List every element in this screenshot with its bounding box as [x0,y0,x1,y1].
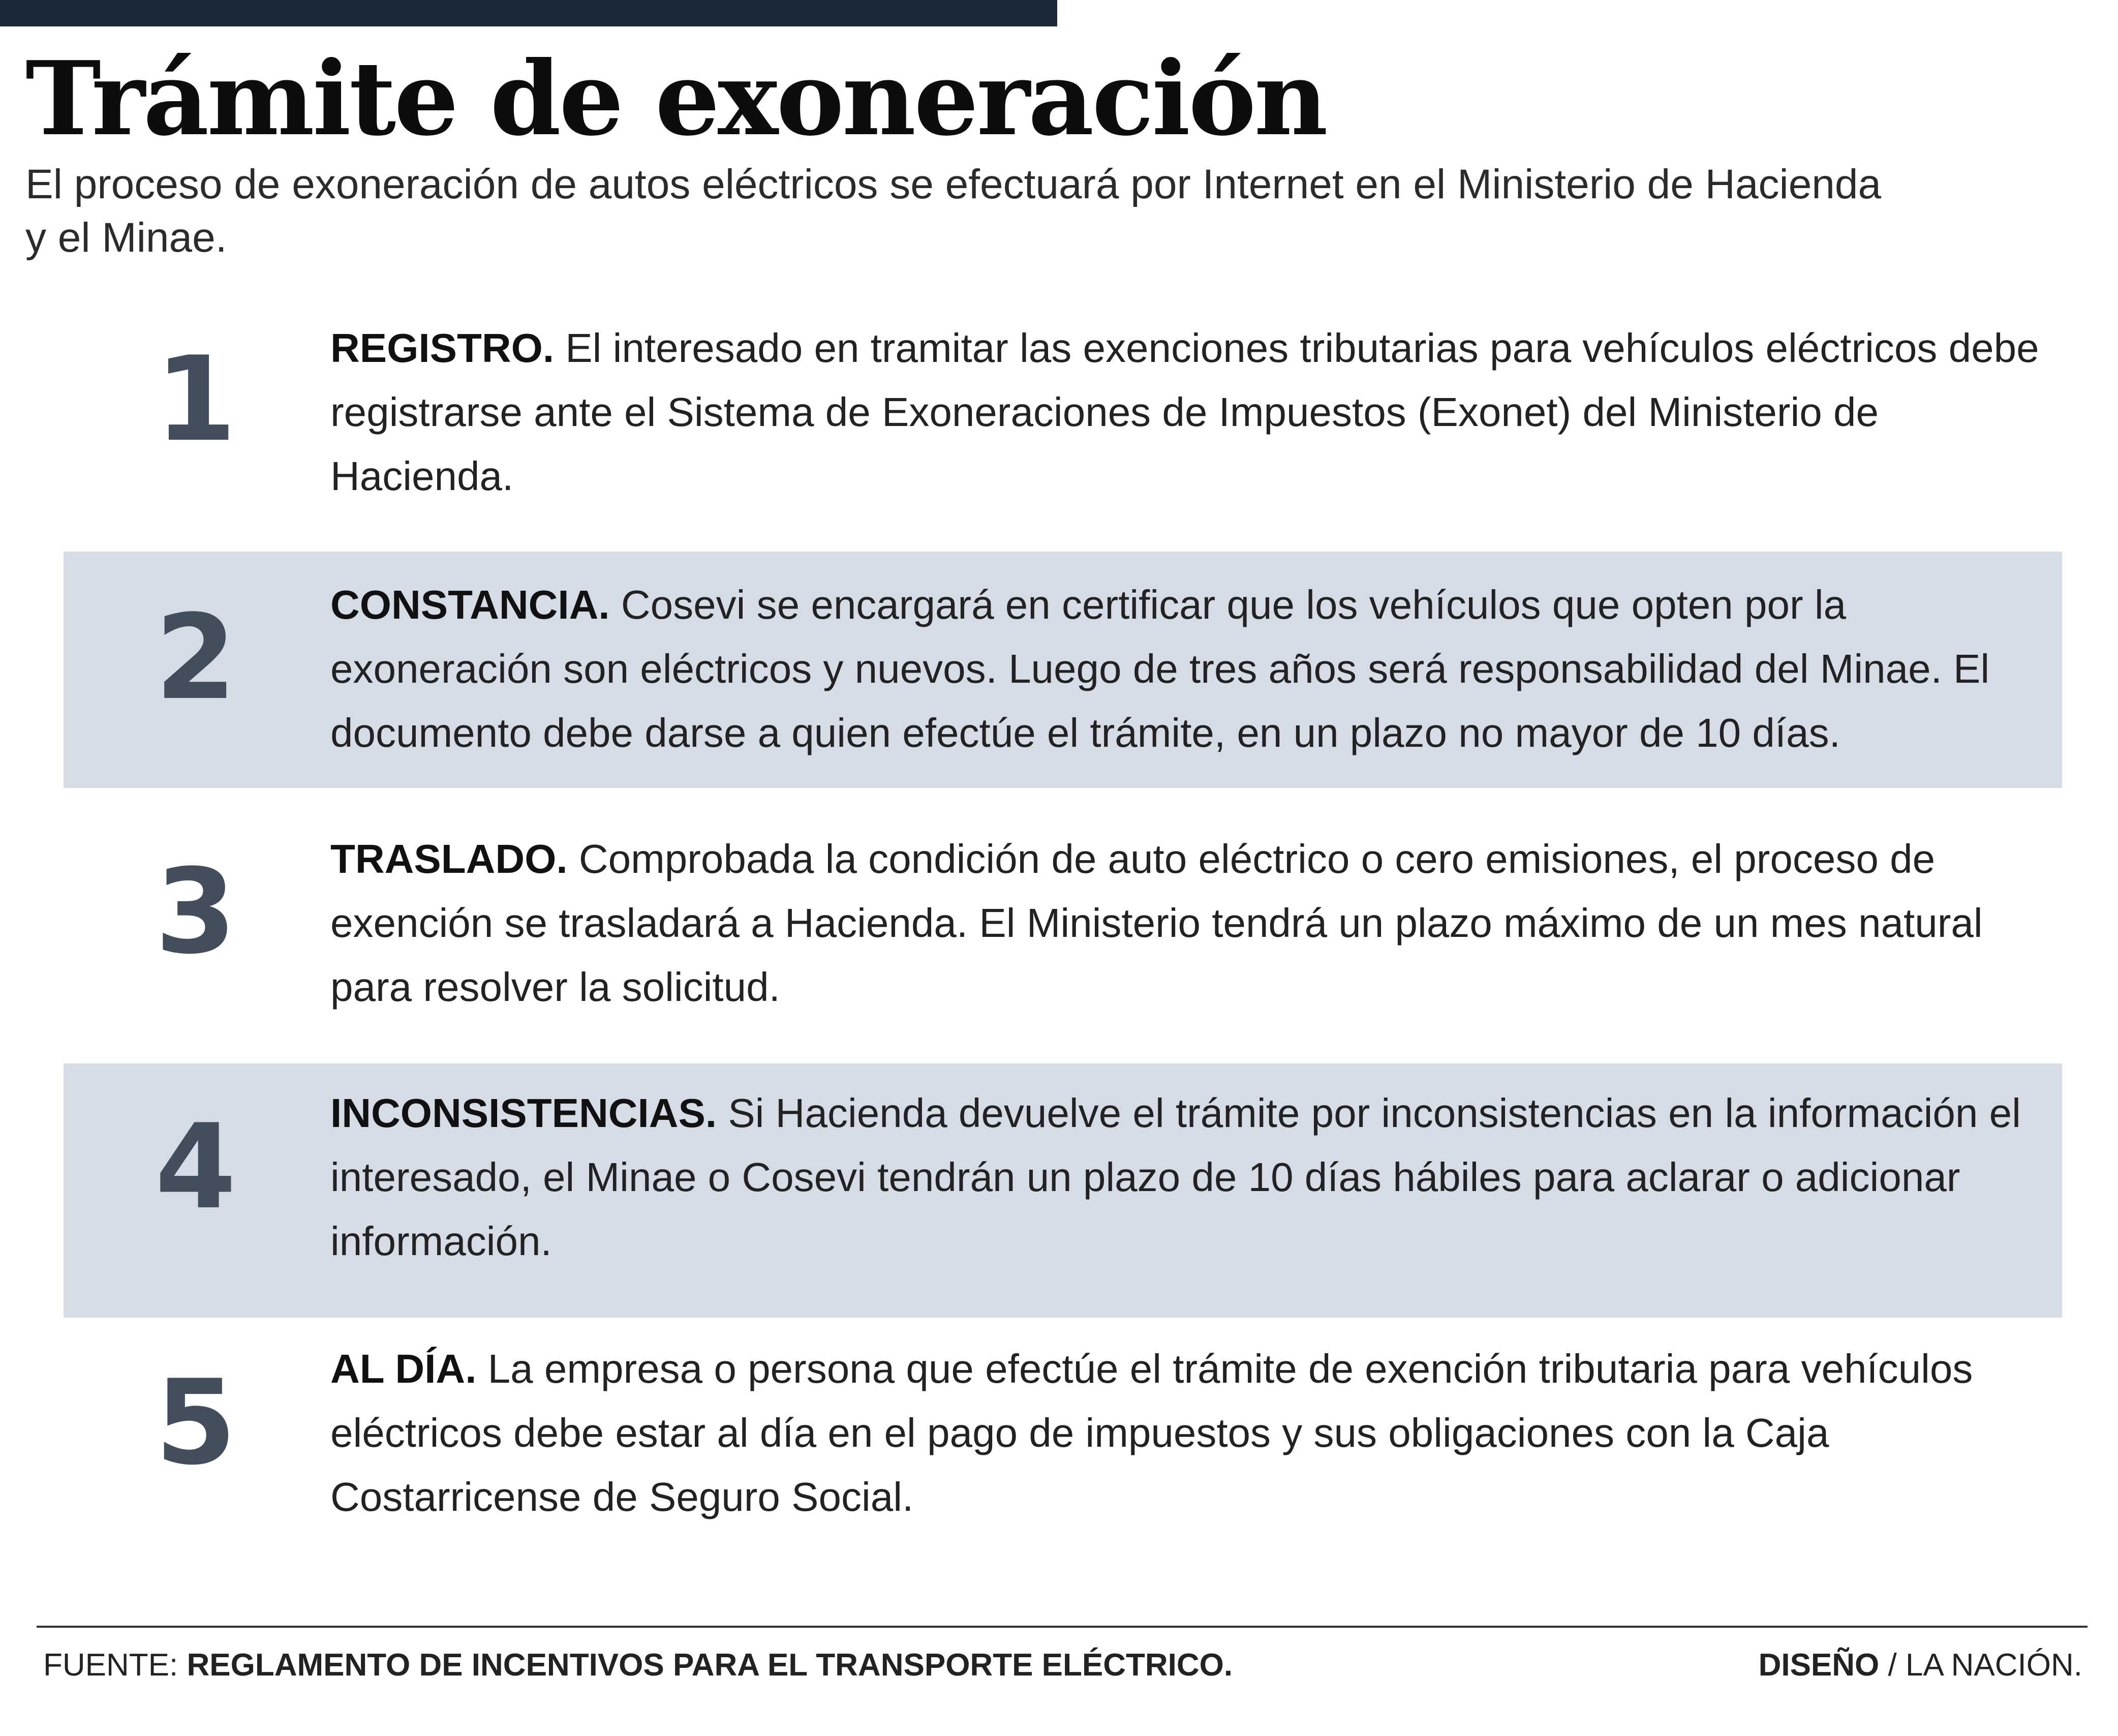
step-body: El interesado en tramitar las exenciones tributarias para vehículos eléctricos debe registrarse ante el Sistema de Exoneraciones de Impuestos (Exonet) del Ministerio de Hacienda. [330,325,2039,499]
step-number: 2 [155,590,237,726]
step-number: 1 [155,332,237,468]
step-heading: CONSTANCIA. [330,582,610,627]
step-text [330,827,2048,1019]
step-heading: TRASLADO. [330,836,568,881]
source-label: FUENTE: [43,1648,178,1683]
design-separator: / [1888,1648,1897,1683]
step-heading: AL DÍA. [330,1346,477,1391]
step-text [330,316,2048,508]
step-heading: INCONSISTENCIAS. [330,1090,717,1136]
footer-source [43,1647,1233,1683]
design-label: DISEÑO [1758,1648,1880,1683]
step-number: 4 [155,1100,237,1235]
footer-credit [1759,1647,2082,1683]
step-body: La empresa o persona que efectúe el trámite de exención tributaria para vehículos eléctricos debe estar al día en el pago de impuestos y sus obligaciones con la Caja Costarricense de Seguro Social. [330,1346,1973,1519]
page-title: Trámite de exoneración [25,39,1326,159]
design-text: LA NACIÓN. [1906,1648,2082,1683]
step-body: Cosevi se encargará en certificar que los vehículos que opten por la exoneración son eléctricos y nuevos. Luego de tres años será responsabilidad del Minae. El documento debe darse a quien efectúe el trámite, en un plazo no mayor de 10 días. [330,582,1990,755]
source-text: REGLAMENTO DE INCENTIVOS PARA EL TRANSPORTE ELÉCTRICO. [187,1648,1233,1683]
step-text [330,1337,2048,1529]
step-5 [64,1322,2062,1556]
step-number: 3 [155,844,237,980]
page-subtitle: El proceso de exoneración de autos eléctricos se efectuará por Internet en el Ministerio de Hacienda y el Minae. [25,161,1882,261]
step-1 [64,285,2062,539]
step-2 [64,552,2062,788]
step-4 [64,1063,2062,1318]
step-body: Si Hacienda devuelve el trámite por inconsistencias en la información el interesado, el Minae o Cosevi tendrán un plazo de 10 días hábiles para aclarar o adicionar información. [330,1090,2021,1264]
step-heading: REGISTRO. [330,325,555,371]
step-3 [64,806,2062,1040]
top-accent-bar [0,0,1057,26]
step-text [330,573,2048,765]
step-body: Comprobada la condición de auto eléctrico o cero emisiones, el proceso de exención se trasladará a Hacienda. El Ministerio tendrá un plazo máximo de un mes natural para resolver la solicitud. [330,836,1983,1010]
step-text [330,1081,2048,1273]
footer-divider [37,1626,2088,1628]
step-number: 5 [155,1355,237,1491]
